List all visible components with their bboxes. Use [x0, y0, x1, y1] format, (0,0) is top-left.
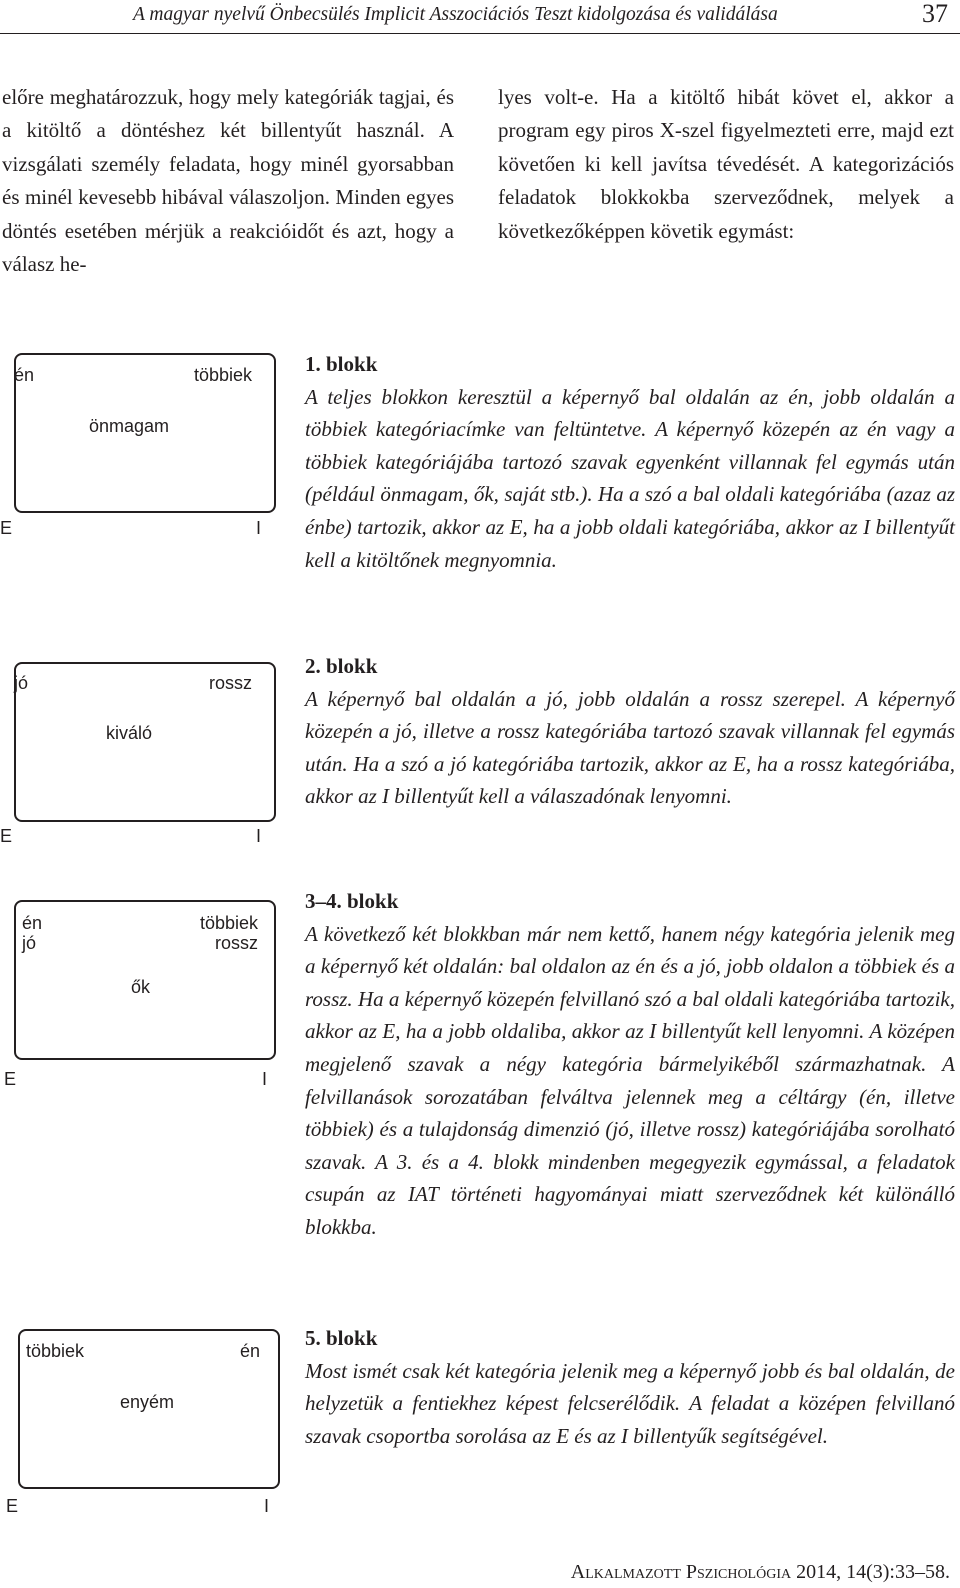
screen-diagram-2 [0, 662, 282, 852]
left-key-label: E [0, 826, 13, 846]
left-category-label: én [22, 913, 43, 933]
center-stimulus-word: önmagam [89, 416, 170, 436]
running-title: A magyar nyelvű Önbecsülés Implicit Asszociációs Teszt kidolgozása és validálása [133, 4, 778, 25]
left-attribute-label: jó [22, 933, 37, 953]
right-category-label: én [239, 1341, 260, 1361]
journal-footer [571, 1561, 950, 1584]
journal-name: Alkalmazott Pszichológia [570, 1561, 792, 1583]
block-2-description [305, 650, 955, 813]
left-category-label: többiek [26, 1341, 85, 1361]
block-body: A képernyő bal oldalán a jó, jobb oldalán a rossz szerepel. A képernyő közepén a jó, illetve a rossz kategóriába tartozó szavak villannak fel egymás után. Ha a szó a jó kategóriába tartozik, akkor az E, ha a rossz kategóriába, akkor az I billentyűt kell a válaszadónak lenyomni. [305, 686, 955, 809]
block-title: 3–4. blokk [305, 889, 399, 913]
right-category-label: rossz [208, 673, 252, 693]
left-key-label: E [0, 518, 13, 538]
block-body: Most ismét csak két kategória jelenik meg a képernyő jobb és bal oldalán, de helyzetük a fentiekhez képest felcserélődik. A feladat a középen felvillanó szavak csoportba sorolása az E és az I billentyűk segítségével. [305, 1358, 955, 1448]
journal-citation: 2014, 14(3):33–58. [796, 1561, 950, 1583]
block-5-description [305, 1322, 955, 1452]
block-body: A teljes blokkon keresztül a képernyő bal oldalán az én, jobb oldalán a többiek kategóriacímke van feltüntetve. A képernyő közepén az én vagy a többiek kategóriájába tartozó szavak egyenként villannak fel egymás után (például önmagam, ők, saját stb.). Ha a szó a bal oldali kategóriába (azaz az énbe) tartozik, akkor az E, ha a jobb oldali kategóriába, akkor az I billentyűt kell a kitöltőnek megnyomnia. [305, 384, 955, 572]
block-3-4-description [305, 885, 955, 1244]
center-stimulus-word: kiváló [106, 723, 153, 743]
block-title: 5. blokk [305, 1326, 378, 1350]
right-attribute-label: rossz [214, 933, 258, 953]
intro-right-column: lyes volt-e. Ha a kitöltő hibát követ el, akkor a program egy piros X-szel figyelmezteti erre, majd ezt követően ki kell javítsa tévedését. A kategorizációs feladatok blokkokba szerveződnek, melyek a következőképpen követik egymást: [498, 85, 954, 243]
right-key-label: I [262, 1069, 268, 1089]
screen-diagram-3 [0, 900, 282, 1090]
header-rule [0, 33, 960, 34]
intro-left-column: előre meghatározzuk, hogy mely kategóriák tagjai, és a kitöltő a döntéshez két billentyűt használ. A vizsgálati személy feladata, hogy minél gyorsabban és minél kevesebb hibával válaszoljon. Minden egyes döntés esetében mérjük a reakcióidőt és azt, hogy a válasz he- [2, 85, 454, 277]
block-title: 1. blokk [305, 352, 378, 376]
left-key-label: E [6, 1496, 19, 1516]
left-category-label: én [14, 365, 35, 385]
running-header [0, 0, 960, 34]
right-category-label: többiek [199, 913, 258, 933]
page-number: 37 [922, 0, 948, 28]
block-1-description [305, 348, 955, 576]
left-key-label: E [4, 1069, 17, 1089]
right-category-label: többiek [193, 365, 252, 385]
block-title: 2. blokk [305, 654, 378, 678]
block-body: A következő két blokkban már nem kettő, hanem négy kategória jelenik meg a képernyő két oldalán: bal oldalon az én és a jó, jobb oldalon a többiek és a rossz. Ha a képernyő közepén felvillanó szó a bal oldali kategóriába tartozik, akkor az E, ha a jobb oldaliba, akkor az I billentyűt kell lenyomni. A középen megjelenő szavak a négy kategória bármelyikéből származhatnak. A felvillanások sorozatában felváltva jelennek meg a céltárgy (én, illetve többiek) és a tulajdonság dimenzió (jó, illetve rossz) kategóriájába sorolható szavak. A 3. és a 4. blokk mindenben megegyezik egymással, a feladatok csupán az IAT történeti hagyományai miatt szerveződnek két különálló blokkba. [305, 921, 955, 1239]
center-stimulus-word: ők [131, 977, 151, 997]
screen-diagram-1 [0, 353, 282, 543]
right-key-label: I [264, 1496, 270, 1516]
right-key-label: I [256, 518, 262, 538]
screen-diagram-4 [0, 1329, 282, 1519]
right-key-label: I [256, 826, 262, 846]
left-category-label: jó [14, 673, 29, 693]
center-stimulus-word: enyém [120, 1392, 175, 1412]
